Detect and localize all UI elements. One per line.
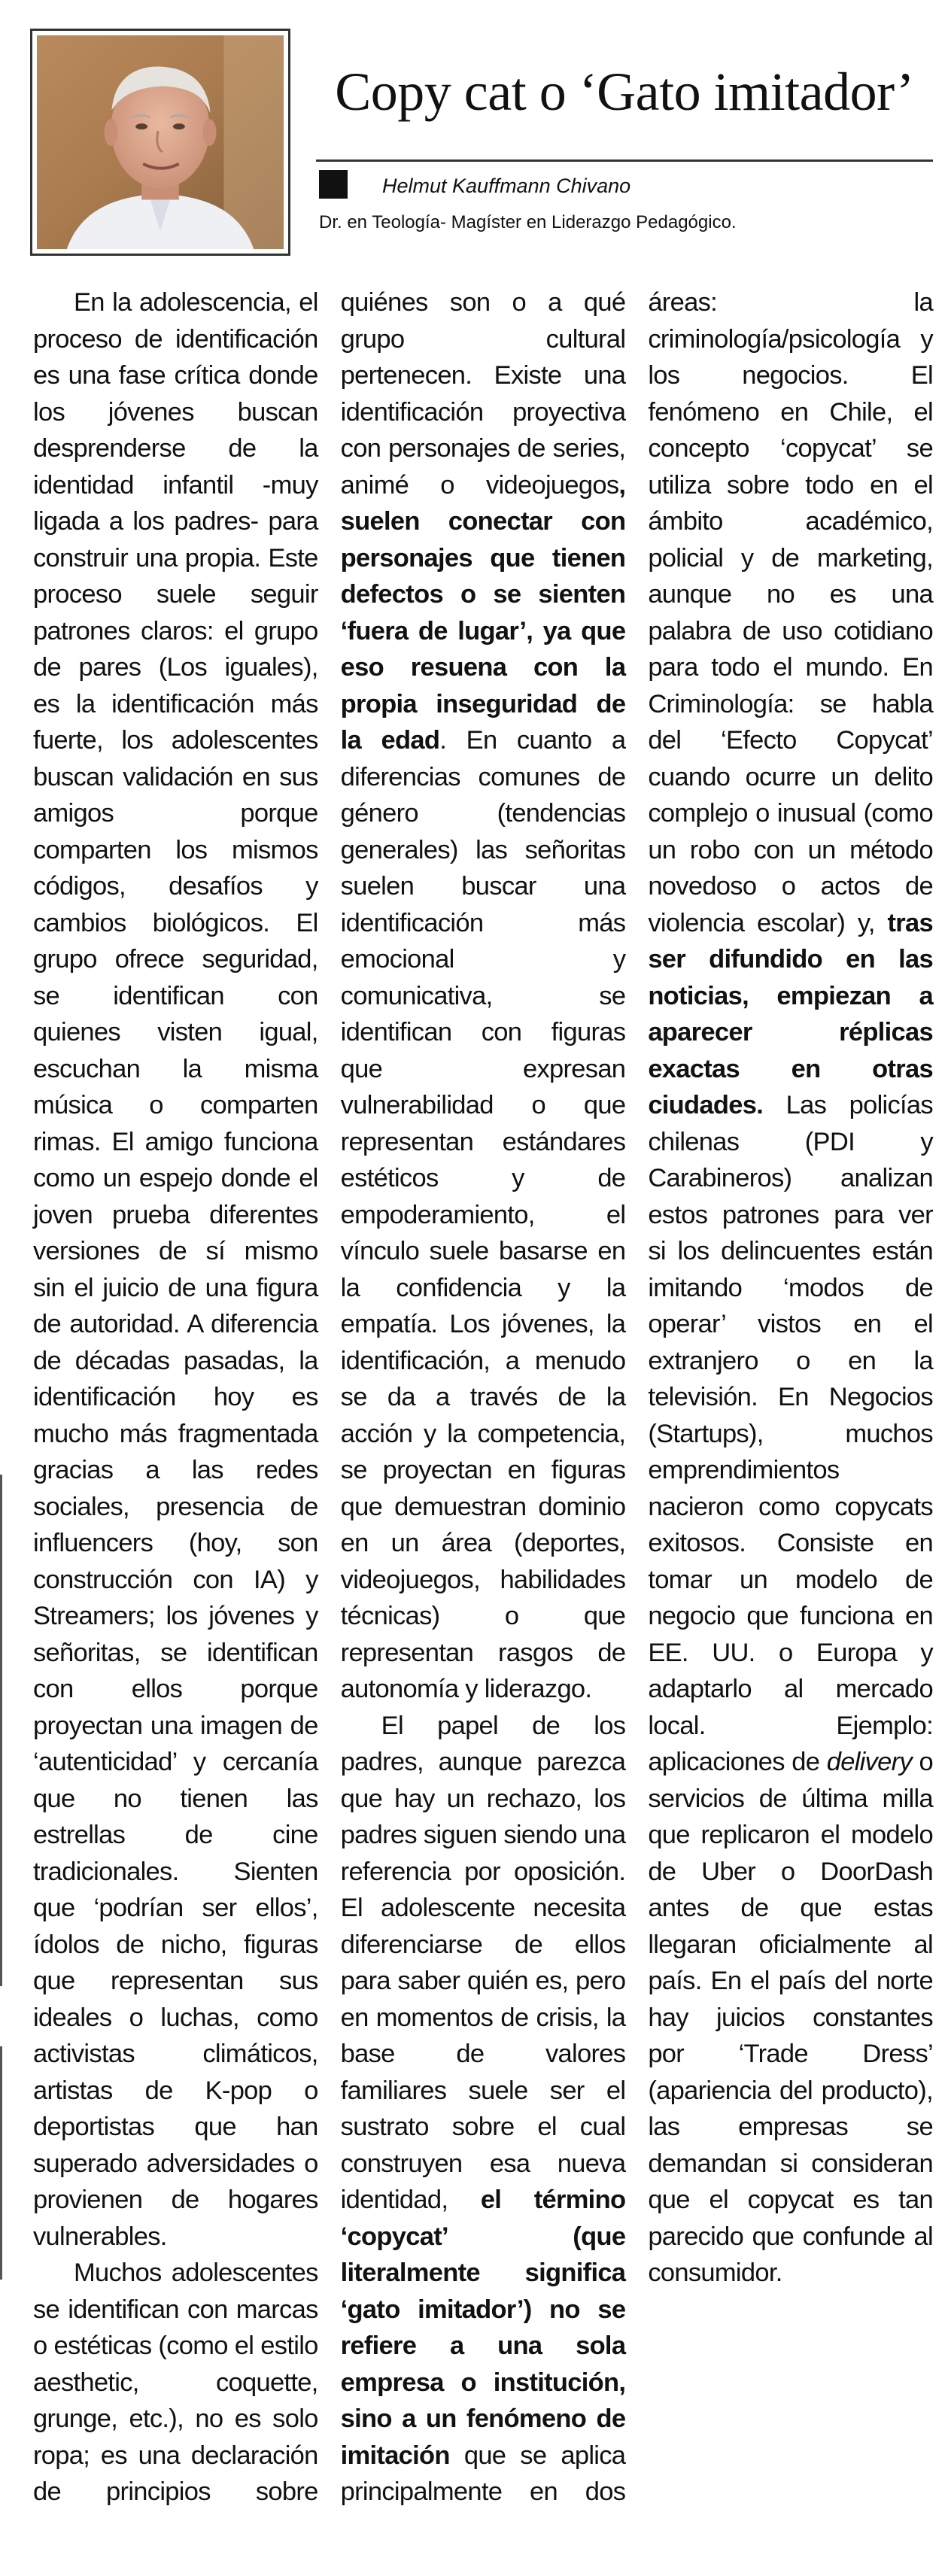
margin-line: [0, 1475, 2, 1986]
bold-text: tras ser difundido en las noticias, empiezan a aparecer réplicas exactas en otras ciudades.: [648, 908, 933, 1119]
author-credentials: Dr. en Teología- Magíster en Liderazgo Pedagógico.: [319, 212, 737, 232]
bold-text: el término ‘copycat’ (que literalmente significa ‘gato imitador’) no se refiere a una sola empresa o institución, sino a un fenómeno de imitación: [340, 2186, 626, 2470]
article-title: Copy cat o ‘Gato imitador’: [335, 62, 914, 122]
article-body: [33, 284, 933, 2534]
text-run: que se aplica principalmente en dos áreas: la criminología/psicología y los negocios. El fenómeno en Chile, el concepto ‘copycat’ se utiliza sobre todo en el ámbito académico, policial y de marketing, aunque no es una palabra de uso cotidiano para todo el mundo. En Criminología: se habla del ‘Efecto Copycat’ cuando ocurre un delito complejo o inusual (como un robo con un método novedoso o actos de violencia escolar) y,: [340, 288, 933, 2506]
author-photo: [30, 29, 290, 256]
text-run: El papel de los padres, aunque parezca que hay un rechazo, los padres siguen siendo una referencia por oposición. El adolescente necesita diferenciarse de ellos para saber quién es, pero en momentos de crisis, la base de valores familiares suele ser el sustrato sobre el cual construyen esa nueva identidad,: [340, 1711, 626, 2214]
author-name: Helmut Kauffmann Chivano: [382, 175, 631, 197]
italic-text: delivery: [826, 1748, 912, 1776]
paragraph: [33, 284, 318, 2255]
margin-line: [0, 2046, 2, 2280]
text-run: Las policías chilenas (PDI y Carabineros) analizan estos patrones para ver si los delincuentes están imitando ‘modos de operar’ vistos en el extranjero o en la televisión. En Negocios (Startups), muchos emprendimientos nacieron como copycats exitosos. Consiste en tomar un modelo de negocio que funciona en EE. UU. o Europa y adaptarlo al mercado local. Ejemplo: aplicaciones de: [648, 1091, 933, 1776]
bold-text: , suelen conectar con personajes que tienen defectos o se sienten ‘fuera de lugar’, ya que eso resuena con la propia inseguridad de la edad: [340, 470, 626, 755]
text-run: En la adolescencia, el proceso de identificación es una fase crítica donde los jóvenes buscan desprenderse de la identidad infantil -muy ligada a los padres- para construir una propia. Este proceso suele seguir patrones claros: el grupo de pares (Los iguales), es la identificación más fuerte, los adolescentes buscan validación en sus amigos porque comparten los mismos códigos, desafíos y cambios biológicos. El grupo ofrece seguridad, se identifican con quienes visten igual, escuchan la misma música o comparten rimas. El amigo funciona como un espejo donde el joven prueba diferentes versiones de sí mismo sin el juicio de una figura de autoridad. A diferencia de décadas pasadas, la identificación hoy es mucho más fragmentada gracias a las redes sociales, presencia de influencers (hoy, son construcción con IA) y Streamers; los jóvenes y señoritas, se identifican con ellos porque proyectan una imagen de ‘autenticidad’ y cercanía que no tienen las estrellas de cine tradicionales. Sienten que ‘podrían ser ellos’, ídolos de nicho, figuras que representan sus ideales o luchas, como activistas climáticos, artistas de K-pop o deportistas que han superado adversidades o provienen de hogares vulnerables.: [33, 288, 318, 2251]
title-divider: [316, 159, 933, 162]
text-run: o servicios de última milla que replicaron el modelo de Uber o DoorDash antes de que estas llegaran oficialmente al país. En el país del norte hay juicios constantes por ‘Trade Dress’ (apariencia del producto), las empresas se demandan si consideran que el copycat es tan parecido que confunde al consumidor.: [648, 1748, 933, 2287]
author-marker: [319, 170, 348, 199]
author-portrait-image: [37, 35, 284, 249]
text-run: . En cuanto a diferencias comunes de género (tendencias generales) las señoritas suelen buscar una identificación más emocional y comunicativa, se identifican con figuras que expresan vulnerabilidad o que representan estándares estéticos y de empoderamiento, el vínculo suele basarse en la confidencia y la empatía. Los jóvenes, la identificación, a menudo se da a través de la acción y la competencia, se proyectan en figuras que demuestran dominio en un área (deportes, videojuegos, habilidades técnicas) o que representan rasgos de autonomía y liderazgo.: [340, 726, 626, 1703]
text-run: Muchos adolescentes se identifican con marcas o estéticas (como el estilo aesthetic, coquette, grunge, etc.), no es solo ropa; es una declaración de principios sobre quiénes son o a qué grupo cultural pertenecen. Existe una identificación proyectiva con personajes de series, animé o videojuegos: [33, 288, 626, 2506]
